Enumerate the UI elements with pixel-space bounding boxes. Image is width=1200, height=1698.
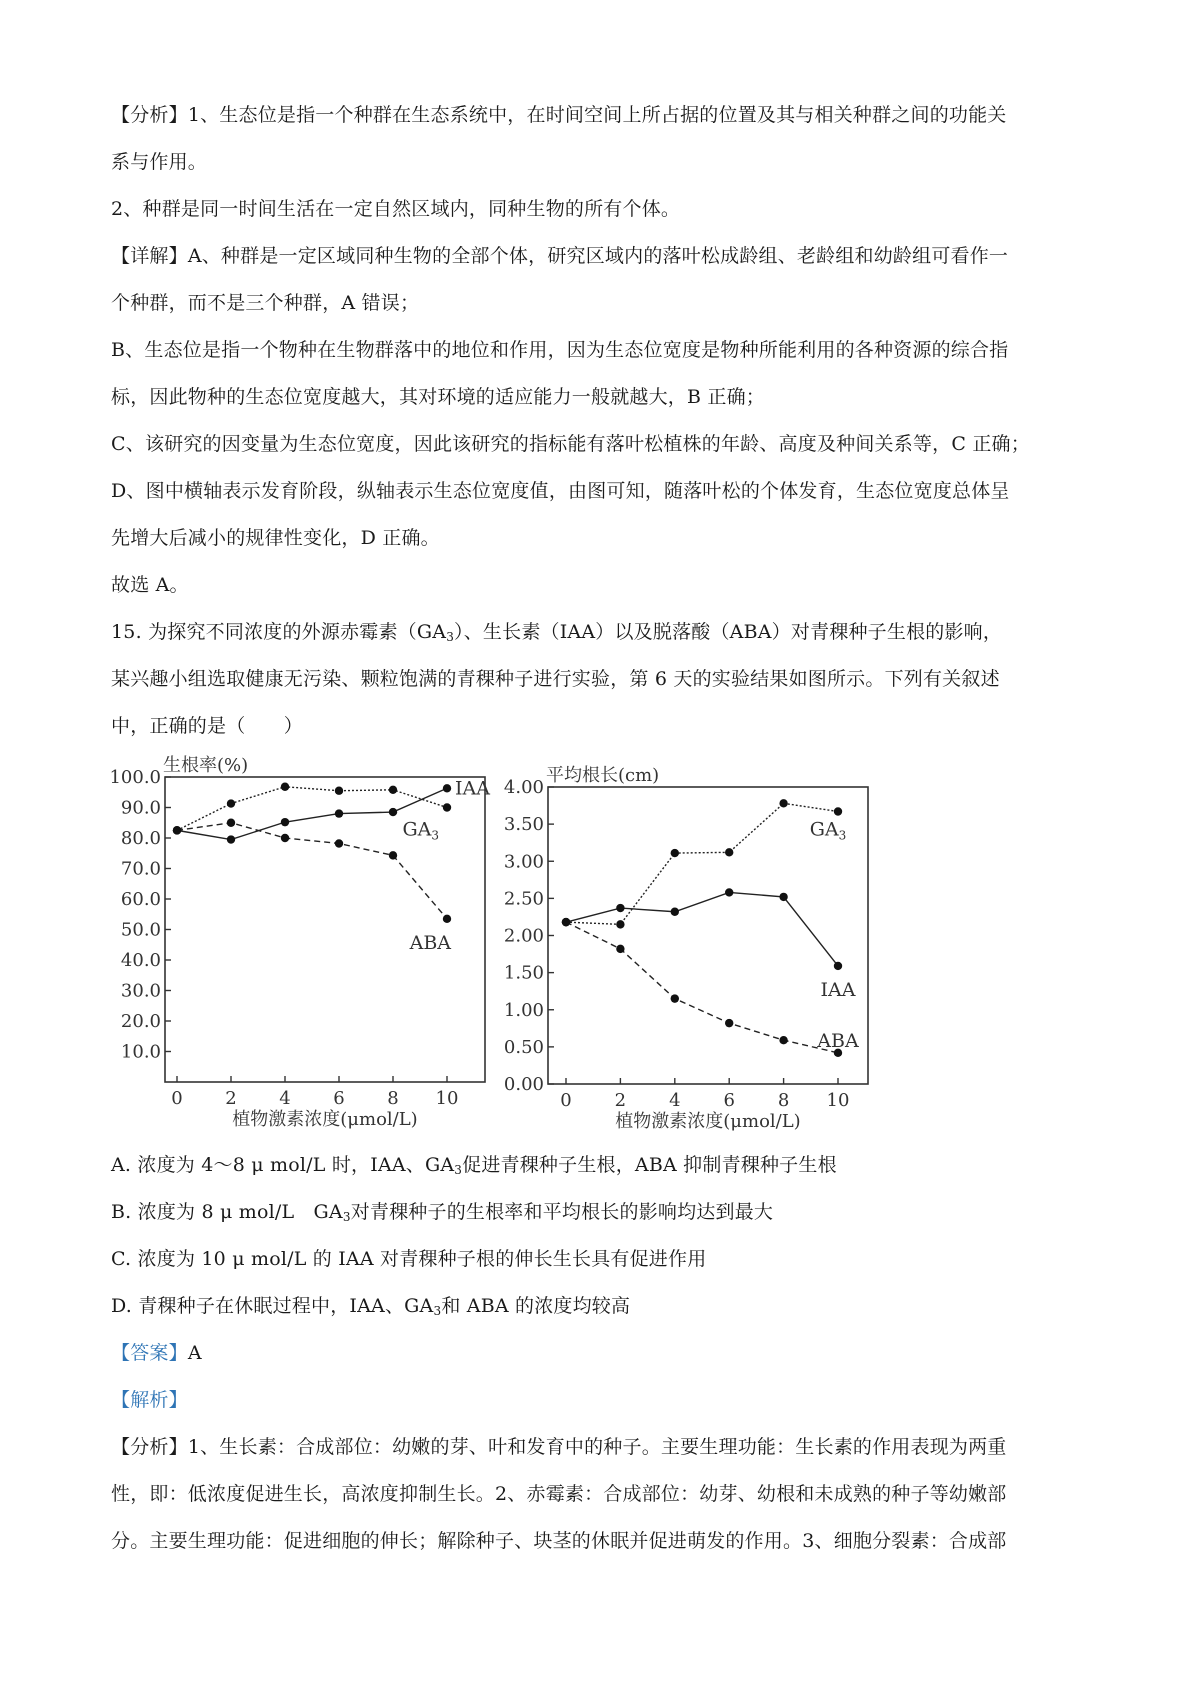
series-label-iaa: IAA: [455, 777, 490, 800]
data-point-ga3: [834, 807, 842, 815]
option-b-text: B. 浓度为 8 μ mol/L GA: [111, 1201, 343, 1223]
data-point-iaa: [335, 809, 343, 817]
option-d-text: 和 ABA 的浓度均较高: [441, 1295, 631, 1317]
data-point-aba: [779, 1036, 787, 1044]
data-point-ga3: [443, 803, 451, 811]
x-tick-label: 8: [387, 1088, 399, 1109]
detail-line-1: [111, 243, 1008, 269]
x-tick-label: 10: [435, 1088, 459, 1109]
analysis-line-2: 系与作用。: [111, 151, 208, 173]
data-point-iaa: [834, 962, 842, 970]
x-axis-label: 植物激素浓度(μmol/L): [232, 1109, 418, 1130]
series-label-iaa: IAA: [820, 978, 856, 1001]
data-point-aba: [616, 945, 624, 953]
axis-title: 生根率(%): [163, 755, 249, 776]
data-point-aba: [562, 918, 570, 926]
y-tick-label: 3.00: [503, 851, 544, 873]
data-point-aba: [173, 826, 181, 834]
y-tick-label: 3.50: [503, 814, 544, 836]
stem-text: 为探究不同浓度的外源赤霉素（GA: [148, 621, 447, 643]
option-c[interactable]: C. 浓度为 10 μ mol/L 的 IAA 对青稞种子根的伸长生长具有促进作用: [111, 1248, 707, 1270]
data-point-iaa: [616, 904, 624, 912]
y-tick-label: 40.0: [120, 950, 161, 971]
question-stem-line-3: 中，正确的是（ ）: [111, 715, 304, 737]
subscript: 3: [446, 630, 455, 644]
y-tick-label: 20.0: [120, 1011, 161, 1032]
option-b[interactable]: [111, 1199, 773, 1225]
explanation-line-3: 分。主要生理功能：促进细胞的伸长；解除种子、块茎的休眠并促进萌发的作用。3、细胞分裂素：合成部: [111, 1530, 1007, 1552]
axis-title: 平均根长(cm): [546, 765, 660, 786]
detail-line-6: D、图中横轴表示发育阶段，纵轴表示生态位宽度值，由图可知，随落叶松的个体发育，生态位宽度总体呈: [111, 480, 1010, 502]
y-tick-label: 2.00: [503, 925, 544, 947]
data-point-aba: [671, 994, 679, 1002]
data-point-ga3: [725, 848, 733, 856]
x-tick-label: 2: [614, 1090, 627, 1111]
x-tick-label: 2: [225, 1088, 237, 1109]
explanation-line-1: [111, 1434, 1007, 1460]
data-point-aba: [725, 1019, 733, 1027]
x-tick-label: 6: [723, 1090, 735, 1111]
y-tick-label: 1.50: [503, 962, 544, 984]
y-tick-label: 4.00: [503, 777, 544, 798]
y-tick-label: 10.0: [120, 1041, 161, 1063]
rooting-rate-chart: [100, 755, 500, 1135]
analysis-text: 1、生态位是指一个种群在生态系统中，在时间空间上所占据的位置及其与相关种群之间的功能关: [187, 104, 1007, 126]
question-number: 15.: [111, 621, 142, 643]
x-tick-label: 4: [669, 1090, 681, 1111]
option-a[interactable]: [111, 1152, 837, 1178]
answer-label: 【答案】: [111, 1342, 188, 1364]
y-tick-label: 30.0: [120, 980, 161, 1002]
y-tick-label: 50.0: [120, 919, 161, 941]
series-label-ga3: $GA_3$: [809, 818, 847, 843]
data-point-ga3: [779, 799, 787, 807]
detail-line-7: 先增大后减小的规律性变化，D 正确。: [111, 527, 440, 549]
y-tick-label: 1.00: [503, 999, 544, 1021]
x-tick-label: 6: [333, 1088, 345, 1109]
x-axis-label: 植物激素浓度(μmol/L): [615, 1111, 801, 1132]
conclusion-line: 故选 A。: [111, 574, 189, 596]
x-tick-label: 4: [279, 1088, 291, 1109]
detail-label: 【详解】: [111, 245, 188, 267]
detail-text: A、种群是一定区域同种生物的全部个体，研究区域内的落叶松成龄组、老龄组和幼龄组可看作一: [187, 245, 1009, 267]
series-line-ga3: [566, 803, 838, 924]
data-point-ga3: [389, 786, 397, 794]
series-line-iaa: [566, 892, 838, 966]
x-tick-label: 10: [826, 1090, 850, 1111]
series-label-ga3: $GA_3$: [402, 818, 439, 843]
data-point-iaa: [443, 784, 451, 792]
y-tick-label: 100.0: [109, 767, 161, 788]
data-point-ga3: [616, 920, 624, 928]
series-label-aba: ABA: [409, 931, 451, 954]
y-tick-label: 70.0: [120, 858, 161, 880]
option-d[interactable]: [111, 1293, 630, 1319]
option-a-text: 促进青稞种子生根，ABA 抑制青稞种子生根: [462, 1154, 837, 1176]
explanation-line-2: 性，即：低浓度促进生长，高浓度抑制生长。2、赤霉素：合成部位：幼芽、幼根和未成熟的种子等幼嫩部: [111, 1483, 1007, 1505]
series-label-aba: ABA: [817, 1029, 859, 1052]
option-a-text: A. 浓度为 4～8 μ mol/L 时，IAA、GA: [111, 1154, 455, 1176]
x-tick-label: 0: [171, 1088, 183, 1109]
analysis-label: 【分析】: [111, 104, 188, 126]
data-point-iaa: [389, 808, 397, 816]
data-point-iaa: [671, 908, 679, 916]
question-stem-line-1: [111, 619, 1002, 645]
subscript: 3: [433, 1304, 442, 1318]
plot-frame: [165, 777, 485, 1082]
x-tick-label: 0: [560, 1090, 572, 1111]
analysis-line-3: 2、种群是同一时间生活在一定自然区域内，同种生物的所有个体。: [111, 198, 681, 220]
x-tick-label: 8: [777, 1090, 790, 1111]
data-point-iaa: [227, 835, 235, 843]
data-point-iaa: [281, 818, 289, 826]
analysis-label: 【分析】: [111, 1436, 188, 1458]
data-point-iaa: [725, 888, 733, 896]
option-b-text: 对青稞种子的生根率和平均根长的影响均达到最大: [350, 1201, 774, 1223]
data-point-ga3: [281, 783, 289, 791]
y-tick-label: 80.0: [120, 828, 161, 849]
option-d-text: D. 青稞种子在休眠过程中，IAA、GA: [111, 1295, 434, 1317]
data-point-aba: [389, 851, 397, 859]
data-point-aba: [335, 839, 343, 847]
subscript: 3: [342, 1210, 351, 1224]
y-tick-label: 90.0: [120, 797, 161, 819]
data-point-ga3: [671, 849, 679, 857]
data-point-aba: [227, 819, 235, 827]
data-point-aba: [281, 834, 289, 842]
detail-line-5: C、该研究的因变量为生态位宽度，因此该研究的指标能有落叶松植株的年龄、高度及种间关系等，C 正确；: [111, 433, 1030, 455]
y-tick-label: 0.50: [503, 1036, 544, 1058]
answer-line: [111, 1340, 202, 1366]
explanation-label: 【解析】: [111, 1389, 188, 1411]
question-stem-line-2: 某兴趣小组选取健康无污染、颗粒饱满的青稞种子进行实验，第 6 天的实验结果如图所示。下列有关叙述: [111, 668, 1000, 690]
y-tick-label: 60.0: [120, 889, 161, 910]
series-line-aba: [566, 922, 838, 1053]
y-tick-label: 2.50: [503, 888, 544, 910]
explanation-text: 1、生长素：合成部位：幼嫩的芽、叶和发育中的种子。主要生理功能：生长素的作用表现为两重: [187, 1436, 1007, 1458]
detail-line-3: B、生态位是指一个物种在生物群落中的地位和作用，因为生态位宽度是物种所能利用的各种资源的综合指: [111, 339, 1009, 361]
subscript: 3: [454, 1163, 463, 1177]
y-tick-label: 0.00: [503, 1074, 544, 1095]
data-point-ga3: [227, 799, 235, 807]
analysis-line-1: [111, 102, 1007, 128]
detail-line-2: 个种群，而不是三个种群，A 错误；: [111, 292, 420, 314]
root-length-chart: [490, 755, 890, 1135]
stem-text: ）、生长素（IAA）以及脱落酸（ABA）对青稞种子生根的影响，: [454, 621, 1003, 643]
detail-line-4: 标，因此物种的生态位宽度越大，其对环境的适应能力一般就越大，B 正确；: [111, 386, 766, 408]
data-point-ga3: [335, 787, 343, 795]
answer-value: A: [187, 1342, 202, 1364]
data-point-aba: [443, 915, 451, 923]
data-point-iaa: [779, 893, 787, 901]
